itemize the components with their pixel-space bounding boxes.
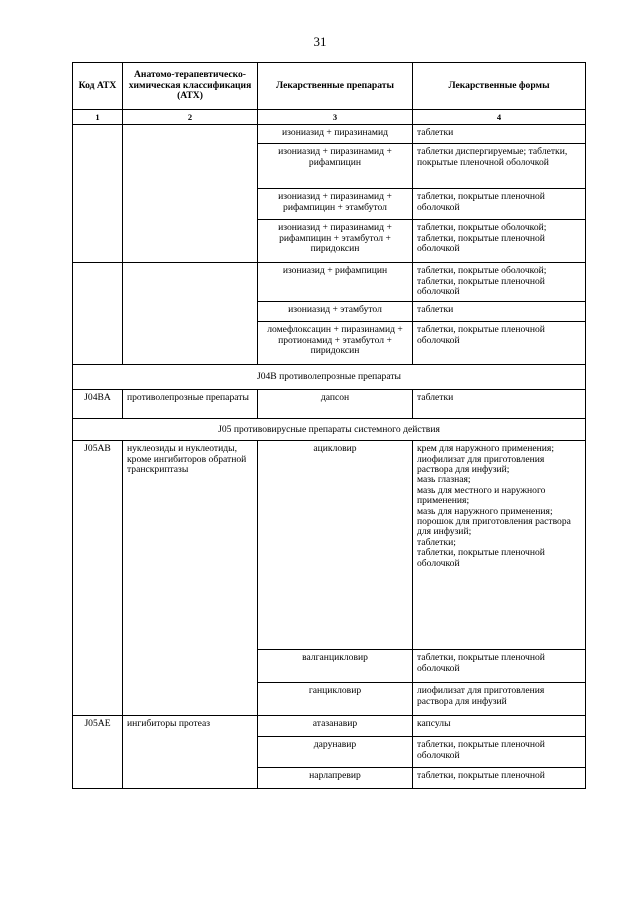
form-line: мазь для наружного применения; xyxy=(417,505,553,517)
class-cell: противолепрозные препараты xyxy=(123,389,258,418)
code-cell: J05AE xyxy=(73,716,123,789)
header-row xyxy=(73,63,586,110)
form-line: лиофилизат для приготовления раствора для инфузий; xyxy=(417,453,545,476)
forms-cell: таблетки xyxy=(413,125,586,144)
drug-cell: нарлапревир xyxy=(258,768,413,789)
section-heading: J05 противовирусные препараты системного действия xyxy=(73,418,586,440)
atc-table xyxy=(72,62,586,789)
header-classification: Анатомо-терапевтическо-химическая классификация (АТХ) xyxy=(123,63,258,110)
code-cell: J04BA xyxy=(73,389,123,418)
drug-cell: ганцикловир xyxy=(258,683,413,716)
forms-cell: таблетки xyxy=(413,302,586,322)
forms-cell xyxy=(413,441,586,650)
class-cell: нуклеозиды и нуклеотиды, кроме ингибиторов обратной транскриптазы xyxy=(123,441,258,716)
header-forms: Лекарственные формы xyxy=(413,63,586,110)
section-row xyxy=(73,365,586,389)
drug-cell: дарунавир xyxy=(258,737,413,768)
drug-cell: изониазид + рифампицин xyxy=(258,263,413,302)
forms-cell: таблетки, покрытые пленочной оболочкой xyxy=(413,737,586,768)
forms-cell: таблетки xyxy=(413,389,586,418)
form-line: таблетки, покрытые пленочной оболочкой xyxy=(417,547,545,569)
forms-cell: таблетки, покрытые оболочкой; таблетки, покрытые пленочной оболочкой xyxy=(413,220,586,263)
drug-cell: атазанавир xyxy=(258,716,413,737)
column-number-row xyxy=(73,110,586,125)
form-line: порошок для приготовления раствора для инфузий; xyxy=(417,516,571,538)
form-line: мазь глазная; xyxy=(417,474,471,486)
section-row xyxy=(73,418,586,440)
table-row xyxy=(73,389,586,418)
column-number: 3 xyxy=(258,110,413,125)
forms-cell: таблетки, покрытые пленочной оболочкой xyxy=(413,650,586,683)
column-number: 1 xyxy=(73,110,123,125)
form-line: таблетки; xyxy=(417,536,456,548)
forms-cell: таблетки, покрытые пленочной оболочкой xyxy=(413,189,586,220)
form-line: крем для наружного применения; xyxy=(417,443,554,455)
forms-cell: капсулы xyxy=(413,716,586,737)
table-row xyxy=(73,716,586,737)
class-cell xyxy=(123,125,258,263)
forms-cell: таблетки, покрытые оболочкой; таблетки, покрытые пленочной оболочкой xyxy=(413,263,586,302)
header-drugs: Лекарственные препараты xyxy=(258,63,413,110)
class-cell xyxy=(123,263,258,365)
drug-cell: валганцикловир xyxy=(258,650,413,683)
forms-cell: таблетки, покрытые пленочной xyxy=(413,768,586,789)
forms-cell: таблетки диспергируемые; таблетки, покрытые пленочной оболочкой xyxy=(413,144,586,189)
table-row xyxy=(73,125,586,144)
code-cell xyxy=(73,263,123,365)
drug-cell: дапсон xyxy=(258,389,413,418)
page-number: 31 xyxy=(313,34,327,49)
drug-cell: ацикловир xyxy=(258,441,413,650)
column-number: 2 xyxy=(123,110,258,125)
code-cell xyxy=(73,125,123,263)
table-row xyxy=(73,441,586,650)
section-heading: J04B противолепрозные препараты xyxy=(73,365,586,389)
drug-cell: изониазид + пиразинамид + рифампицин + этамбутол + пиридоксин xyxy=(258,220,413,263)
class-cell: ингибиторы протеаз xyxy=(123,716,258,789)
table-row xyxy=(73,263,586,302)
drug-cell: изониазид + этамбутол xyxy=(258,302,413,322)
drug-cell: изониазид + пиразинамид + рифампицин + этамбутол xyxy=(258,189,413,220)
forms-cell: лиофилизат для приготовления раствора для инфузий xyxy=(413,683,586,716)
code-cell: J05AB xyxy=(73,441,123,716)
drug-cell: изониазид + пиразинамид + рифампицин xyxy=(258,144,413,189)
header-code: Код АТХ xyxy=(73,63,123,110)
drug-cell: изониазид + пиразинамид xyxy=(258,125,413,144)
form-line: мазь для местного и наружного применения; xyxy=(417,484,546,507)
forms-cell: таблетки, покрытые пленочной оболочкой xyxy=(413,322,586,365)
drug-cell: ломефлоксацин + пиразинамид + протионамид + этамбутол + пиридоксин xyxy=(258,322,413,365)
column-number: 4 xyxy=(413,110,586,125)
